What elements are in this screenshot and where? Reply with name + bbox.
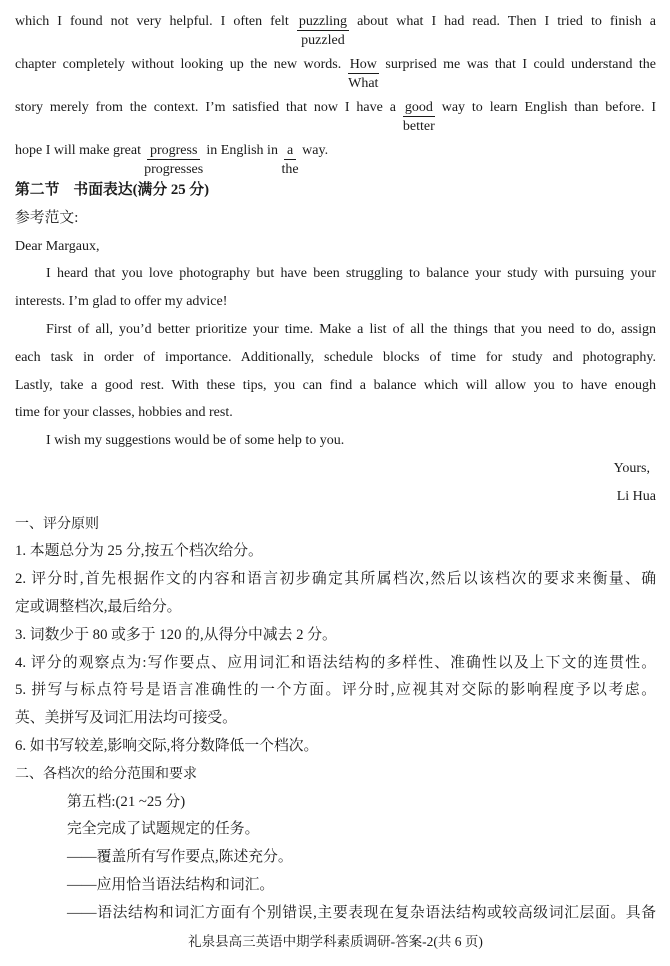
bands-heading: 二、各档次的给分范围和要求 — [15, 766, 197, 782]
error-word-text: progress — [149, 143, 198, 158]
letter-line: I wish my suggestions would be of some help to you. — [46, 433, 345, 449]
principle-line: 英、美拼写及词汇用法均可接受。 — [15, 710, 237, 727]
correction-word: the — [281, 162, 299, 177]
error-word-text: puzzling — [298, 14, 348, 29]
passage-line-1 — [15, 11, 656, 54]
passage-text: surprised me was that I could understand the — [385, 57, 656, 72]
passage-text: hope I will make great — [15, 143, 141, 158]
band-line: ——覆盖所有写作要点,陈述充分。 — [67, 849, 293, 866]
error-word — [144, 142, 204, 177]
principle-line: 3. 词数少于 80 或多于 120 的,从得分中减去 2 分。 — [15, 626, 337, 643]
correction-word: better — [402, 119, 435, 134]
error-word-text: How — [349, 57, 377, 72]
error-word-text: a — [286, 143, 294, 158]
error-word — [348, 56, 379, 91]
section-number: 第二节 — [15, 182, 60, 198]
section-title: 书面表达(满分 25 分) — [73, 182, 210, 198]
letter-line: Lastly, take a good rest. With these tips, you can find a balance which will allow you to have enough — [15, 377, 656, 393]
letter-line: each task in order of importance. Additionally, schedule blocks of time for study and photography. — [15, 349, 656, 365]
letter-line: I heard that you love photography but have been struggling to balance your study with pursuing your — [46, 266, 656, 282]
principle-line: 定或调整档次,最后给分。 — [15, 598, 182, 615]
principle-line: 2. 评分时,首先根据作文的内容和语言初步确定其所属档次,然后以该档次的要求来衡量、确 — [15, 571, 656, 588]
sample-label: 参考范文: — [15, 209, 79, 226]
passage-line-3 — [15, 97, 656, 140]
principles-heading: 一、评分原则 — [15, 516, 99, 532]
error-word — [297, 13, 349, 48]
error-word — [281, 142, 299, 177]
letter-line: First of all, you’d better prioritize your time. Make a list of all the things that you need to do, assign — [46, 321, 656, 337]
band-title: 第五档:(21 ~25 分) — [67, 793, 186, 810]
band-line: ——语法结构和词汇方面有个别错误,主要表现在复杂语法结构或较高级词汇层面。具备 — [67, 904, 656, 921]
passage-text: way to learn English than before. I — [441, 100, 656, 115]
letter-salutation: Dear Margaux, — [15, 238, 100, 254]
error-word-text: good — [404, 100, 433, 115]
passage-text: way. — [302, 143, 329, 158]
page-footer: 礼泉县高三英语中期学科素质调研-答案-2(共 6 页) — [188, 933, 483, 949]
band-line: 完全完成了试题规定的任务。 — [67, 821, 260, 838]
corrected-passage — [15, 11, 656, 183]
band-line: ——应用恰当语法结构和词汇。 — [67, 876, 275, 893]
letter-signature: Li Hua — [616, 488, 656, 504]
principle-line: 6. 如书写较差,影响交际,将分数降低一个档次。 — [15, 737, 319, 754]
correction-word: puzzled — [301, 33, 345, 48]
letter-line: time for your classes, hobbies and rest. — [15, 405, 233, 421]
passage-text: story merely from the context. I’m satisfied that now I have a — [15, 100, 396, 115]
principle-line: 5. 拼写与标点符号是语言准确性的一个方面。评分时,应视其对交际的影响程度予以考虑。 — [15, 682, 656, 699]
letter-closing: Yours, — [613, 460, 650, 476]
correction-word: What — [348, 76, 379, 91]
section-heading — [15, 177, 656, 205]
passage-text: which I found not very helpful. I often felt — [15, 14, 289, 29]
passage-line-2 — [15, 54, 656, 97]
error-word — [402, 99, 435, 134]
principle-line: 1. 本题总分为 25 分,按五个档次给分。 — [15, 543, 263, 560]
principle-line: 4. 评分的观察点为:写作要点、应用词汇和语法结构的多样性、准确性以及上下文的连贯性。 — [15, 654, 656, 671]
writing-section — [15, 177, 656, 955]
letter-line: interests. I’m glad to offer my advice! — [15, 294, 228, 310]
passage-text: about what I had read. Then I tried to finish a — [357, 14, 656, 29]
passage-text: in English in — [206, 143, 278, 158]
passage-text: chapter completely without looking up the new words. — [15, 57, 342, 72]
correction-word: progresses — [144, 162, 204, 177]
